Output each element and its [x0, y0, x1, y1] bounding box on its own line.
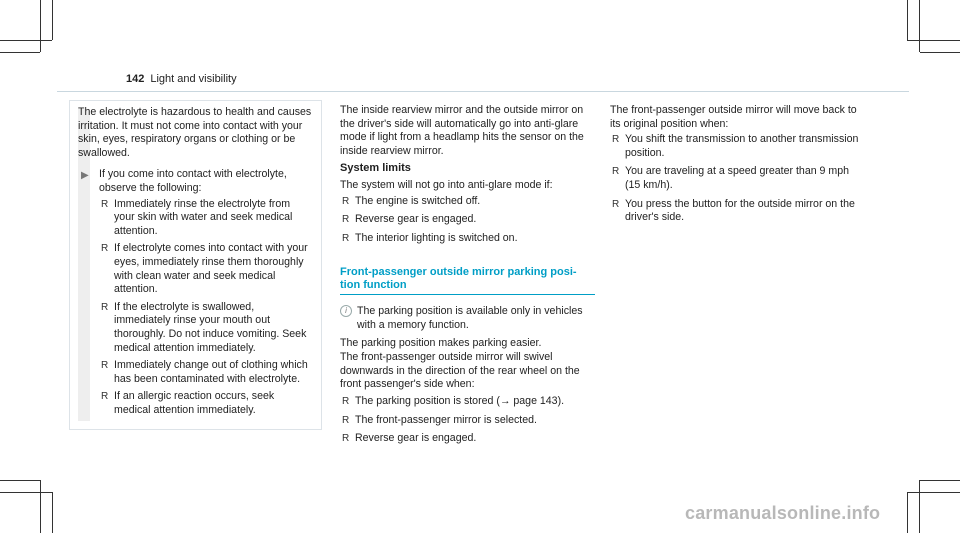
- instruction-text: If you come into contact with electrolyte, observe the following:: [99, 168, 287, 194]
- crop-mark: [907, 492, 960, 493]
- list-item-text: The front-passenger mirror is selected.: [355, 413, 537, 426]
- list-item-text: Reverse gear is engaged.: [355, 432, 477, 445]
- warning-instruction: [78, 168, 313, 417]
- header-rule: [57, 91, 909, 92]
- crop-mark: [919, 480, 920, 533]
- list-item: [340, 414, 595, 428]
- swivel-paragraph: The front-passenger outside mirror will swivel downwards in the direction of the rear wheel on the front passenger's side when:: [340, 351, 580, 391]
- arrow-icon: ▶: [81, 170, 89, 182]
- crop-mark: [0, 480, 40, 481]
- crop-mark: [40, 480, 41, 533]
- list-item: [340, 195, 595, 209]
- list-item-text: Reverse gear is engaged.: [355, 213, 477, 226]
- page-header: [126, 73, 237, 85]
- list-item: [610, 198, 860, 225]
- list-item-text: The interior lighting is switched on.: [355, 231, 518, 244]
- crop-mark: [0, 492, 52, 493]
- list-item: [340, 232, 595, 246]
- system-limits-heading: System limits: [340, 162, 411, 175]
- parking-bullet-list: [340, 395, 595, 446]
- note-text: The parking position is available only in vehicles with a memory function.: [357, 305, 583, 331]
- list-item: [99, 198, 313, 239]
- list-item: [340, 213, 595, 227]
- list-item-text: Immediately rinse the electrolyte from your skin with water and seek medical attention.: [114, 197, 293, 237]
- list-item-text: You are traveling at a speed greater than 9 mph (15 km/h).: [625, 165, 849, 191]
- crop-mark: [907, 492, 908, 533]
- bullet-icon: R: [612, 134, 620, 146]
- page-number: 142: [126, 73, 145, 85]
- crop-mark: [0, 40, 52, 41]
- list-item-text: You shift the transmission to another transmission position.: [625, 133, 859, 159]
- crop-mark: [40, 0, 41, 52]
- crop-mark: [907, 40, 960, 41]
- bullet-icon: R: [612, 166, 620, 178]
- watermark: carmanualsonline.info: [685, 503, 881, 523]
- middle-column: [340, 104, 595, 451]
- crop-mark: [907, 0, 908, 40]
- list-item: [610, 133, 860, 160]
- bullet-icon: R: [342, 395, 350, 407]
- list-item-text: If electrolyte comes into contact with your eyes, immediately rinse them thoroughly with clean water and seek medical attention.: [114, 242, 308, 296]
- list-item: [340, 432, 595, 446]
- list-item: [340, 395, 595, 409]
- crop-mark: [52, 0, 53, 40]
- bullet-icon: R: [342, 414, 350, 426]
- return-intro: The front-passenger outside mirror will move back to its original position when:: [610, 104, 857, 130]
- crop-mark: [52, 492, 53, 533]
- list-item: [99, 359, 313, 386]
- crop-mark: [0, 52, 40, 53]
- list-item: [99, 301, 313, 355]
- list-item-text: The engine is switched off.: [355, 194, 481, 207]
- bullet-icon: R: [101, 360, 109, 372]
- limits-bullet-list: [340, 195, 595, 246]
- list-item-text: Immediately change out of clothing which has been contaminated with electrolyte.: [114, 359, 308, 385]
- limits-intro: The system will not go into anti-glare mode if:: [340, 178, 553, 191]
- list-item: [610, 165, 860, 192]
- warning-bullet-list: [99, 198, 313, 418]
- section-title: Light and visibility: [150, 73, 237, 85]
- warning-intro: The electrolyte is hazardous to health and causes irritation. It must not come into contact with your skin, eyes, respiratory organs or clothing or be swallowed.: [78, 106, 312, 159]
- section-heading-line: Front-passenger outside mirror parking posi-: [340, 266, 577, 279]
- list-item-text: You press the button for the outside mirror on the driver's side.: [625, 197, 855, 224]
- bullet-icon: R: [101, 391, 109, 403]
- section-heading-line: tion function: [340, 279, 407, 292]
- list-item-text: If the electrolyte is swallowed, immediately rinse your mouth out thoroughly. Do not induce vomiting. Seek medical attention immediately.: [114, 300, 307, 354]
- list-item: [99, 242, 313, 296]
- list-item: [99, 390, 313, 417]
- mirror-intro: The inside rearview mirror and the outside mirror on the driver's side will automatically go into anti-glare mode if light from a headlamp hits the sensor on the inside rearview mirror.: [340, 104, 584, 157]
- crop-mark: [919, 0, 920, 52]
- parking-paragraph: The parking position makes parking easier.: [340, 336, 542, 349]
- bullet-icon: R: [342, 214, 350, 226]
- list-item-text: If an allergic reaction occurs, seek medical attention immediately.: [114, 390, 275, 416]
- return-bullet-list: [610, 133, 860, 225]
- bullet-icon: R: [101, 243, 109, 255]
- bullet-icon: R: [342, 195, 350, 207]
- bullet-icon: R: [101, 301, 109, 313]
- info-note: [340, 305, 595, 332]
- list-item-text[interactable]: The parking position is stored (→ page 143).: [355, 394, 565, 407]
- right-column: [610, 104, 860, 230]
- crop-mark: [920, 52, 960, 53]
- bullet-icon: R: [101, 198, 109, 210]
- bullet-icon: R: [342, 232, 350, 244]
- bullet-icon: R: [612, 198, 620, 210]
- crop-mark: [920, 480, 960, 481]
- warning-content: [78, 106, 313, 421]
- bullet-icon: R: [342, 433, 350, 445]
- info-icon: i: [340, 305, 352, 317]
- section-heading: [340, 266, 595, 295]
